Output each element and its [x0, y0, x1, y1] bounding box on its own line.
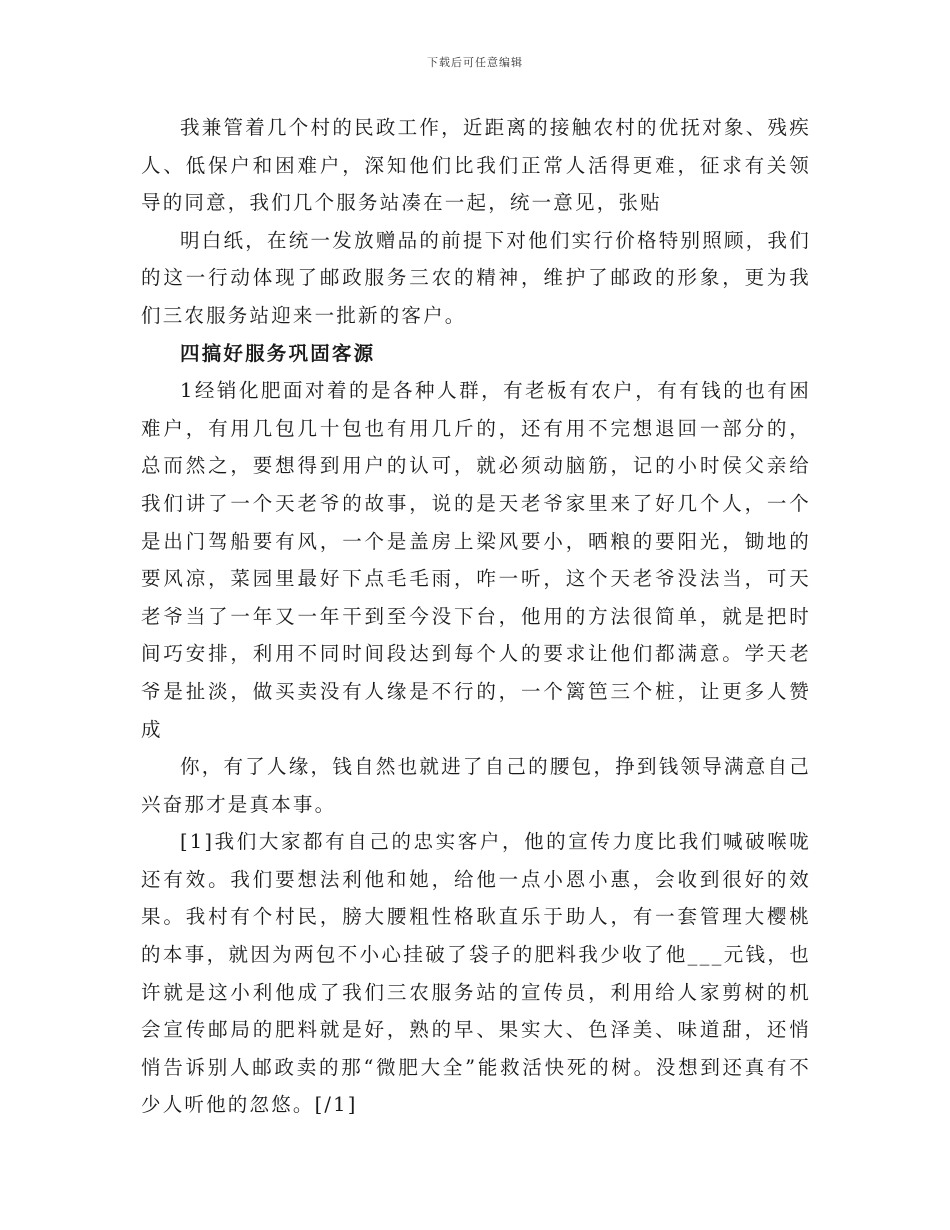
paragraph: 1经销化肥面对着的是各种人群，有老板有农户，有有钱的也有困难户，有用几包几十包也有用几斤的，还有用不完想退回一部分的，总而然之，要想得到用户的认可，就必须动脑筋，记的小时侯父亲给我们讲了一个天老爷的故事，说的是天老爷家里来了好几个人，一个是出门驾船要有风，一个是盖房上梁风要小，晒粮的要阳光，锄地的要风凉，菜园里最好下点毛毛雨，咋一听，这个天老爷没法当，可天老爷当了一年又一年干到至今没下台，他用的方法很简单，就是把时间巧安排，利用不同时间段达到每个人的要求让他们都满意。学天老爷是扯淡，做买卖没有人缘是不行的，一个篱笆三个桩，让更多人赞成 [141, 379, 811, 741]
paragraph: 明白纸，在统一发放赠品的前提下对他们实行价格特别照顾，我们的这一行动体现了邮政服务三农的精神，维护了邮政的形象，更为我们三农服务站迎来一批新的客户。 [141, 228, 811, 327]
page-header-note: 下载后可任意编辑 [427, 56, 523, 69]
paragraph: [1]我们大家都有自己的忠实客户，他的宣传力度比我们喊破喉咙还有效。我们要想法利他和她，给他一点小恩小惠，会收到很好的效果。我村有个村民，膀大腰粗性格耿直乐于助人，有一套管理大樱桃的本事，就因为两包不小心挂破了袋子的肥料我少收了他___元钱，也许就是这小利他成了我们三农服务站的宣传员，利用给人家剪树的机会宣传邮局的肥料就是好，熟的早、果实大、色泽美、味道甜，还悄悄告诉别人邮政卖的那“微肥大全”能救活快死的树。没想到还真有不少人听他的忽悠。[/1] [141, 830, 811, 1117]
document-body [141, 109, 811, 1124]
paragraph: 我兼管着几个村的民政工作，近距离的接触农村的优抚对象、残疾人、低保户和困难户，深知他们比我们正常人活得更难，征求有关领导的同意，我们几个服务站凑在一起，统一意见，张贴 [141, 116, 811, 215]
section-heading: 四搞好服务巩固客源 [180, 341, 376, 365]
paragraph: 你，有了人缘，钱自然也就进了自己的腰包，挣到钱领导满意自己兴奋那才是真本事。 [141, 755, 811, 816]
